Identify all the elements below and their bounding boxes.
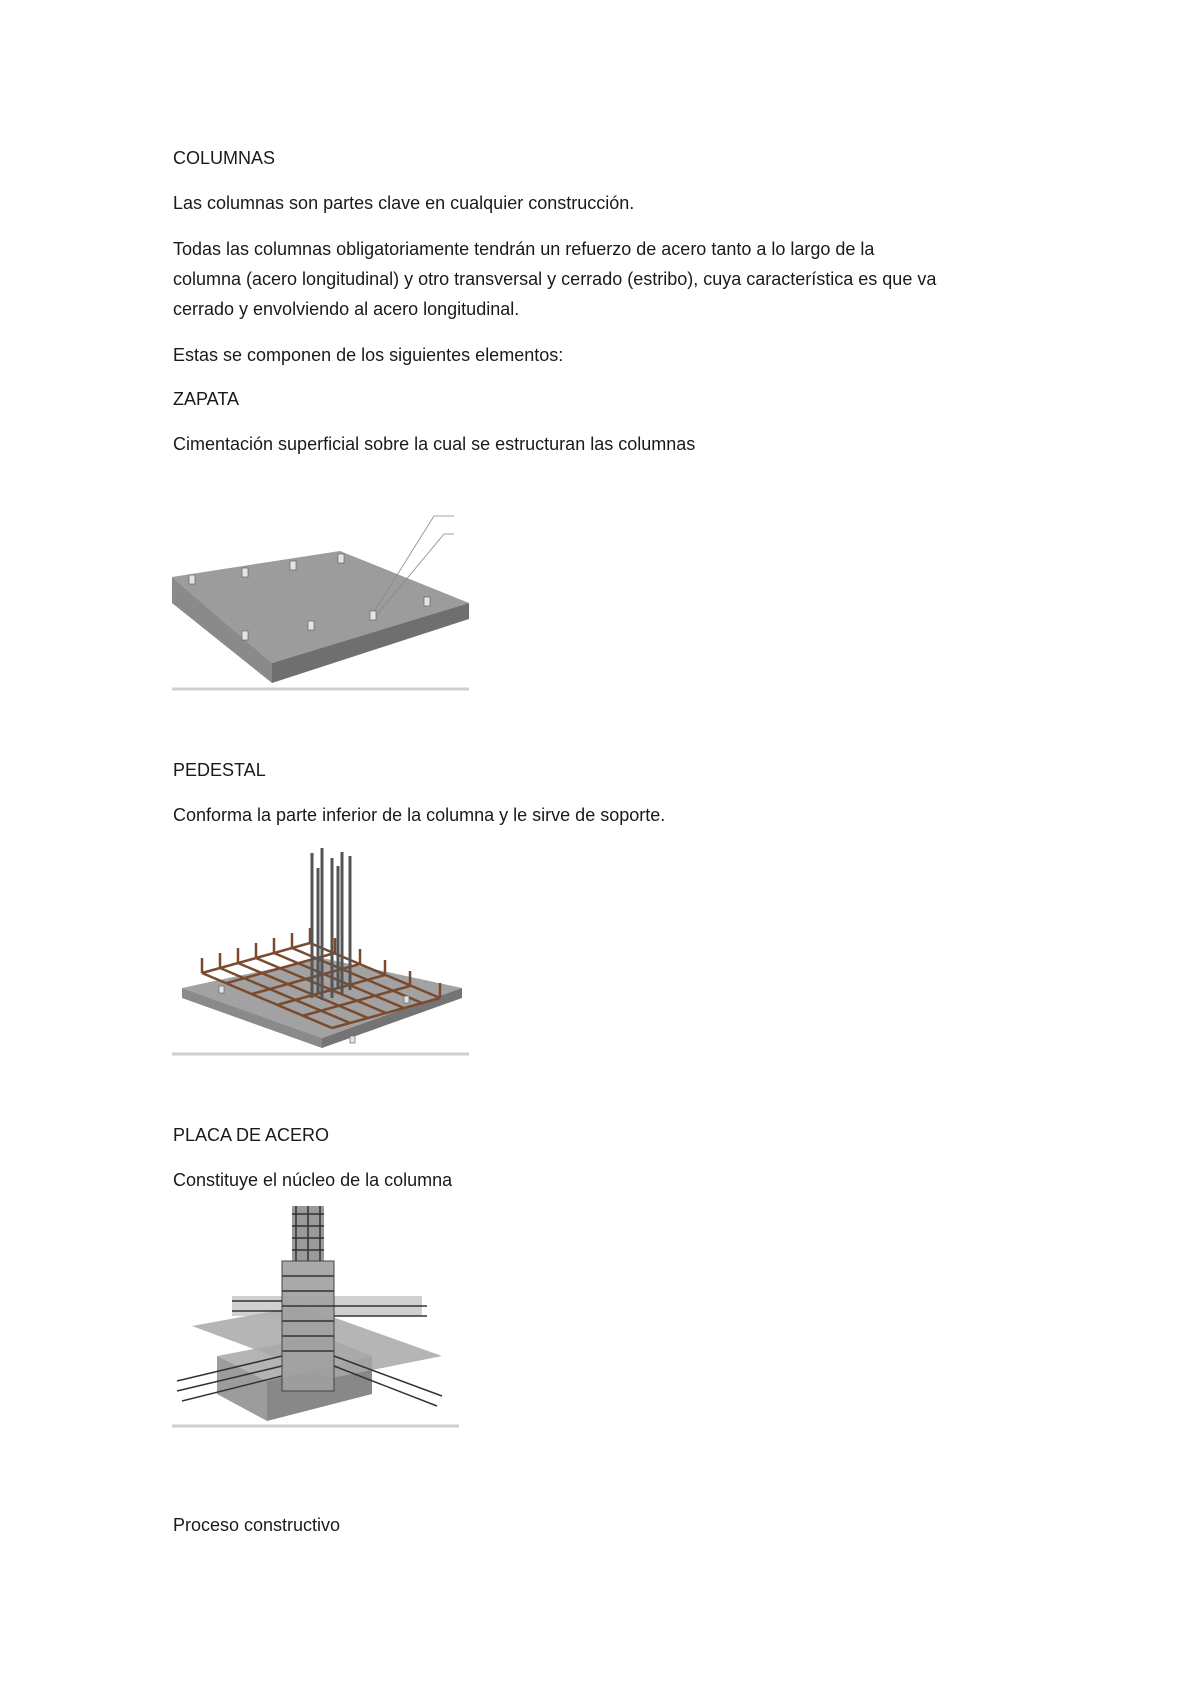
refuerzo-line-2: columna (acero longitudinal) y otro transversal y cerrado (estribo), cuya característica es que va	[173, 269, 937, 289]
placa-description: Constituye el núcleo de la columna	[173, 1170, 453, 1190]
zapata-description: Cimentación superficial sobre la cual se estructuran las columnas	[173, 434, 696, 454]
zapata-image	[172, 505, 472, 695]
intro-paragraph: Las columnas son partes clave en cualquier construcción.	[173, 193, 635, 213]
placa-de-acero-image	[172, 1206, 462, 1430]
heading-zapata: ZAPATA	[173, 389, 240, 409]
pedestal-image	[172, 848, 472, 1058]
heading-placa-de-acero: PLACA DE ACERO	[173, 1125, 330, 1145]
refuerzo-line-3: cerrado y envolviendo al acero longitudinal.	[173, 299, 520, 319]
proceso-constructivo: Proceso constructivo	[173, 1515, 341, 1535]
elements-intro: Estas se componen de los siguientes elementos:	[173, 345, 564, 365]
heading-pedestal: PEDESTAL	[173, 760, 266, 780]
refuerzo-line-1: Todas las columnas obligatoriamente tendrán un refuerzo de acero tanto a lo largo de la	[173, 239, 875, 259]
heading-columnas: COLUMNAS	[173, 148, 276, 168]
pedestal-description: Conforma la parte inferior de la columna y le sirve de soporte.	[173, 805, 666, 825]
